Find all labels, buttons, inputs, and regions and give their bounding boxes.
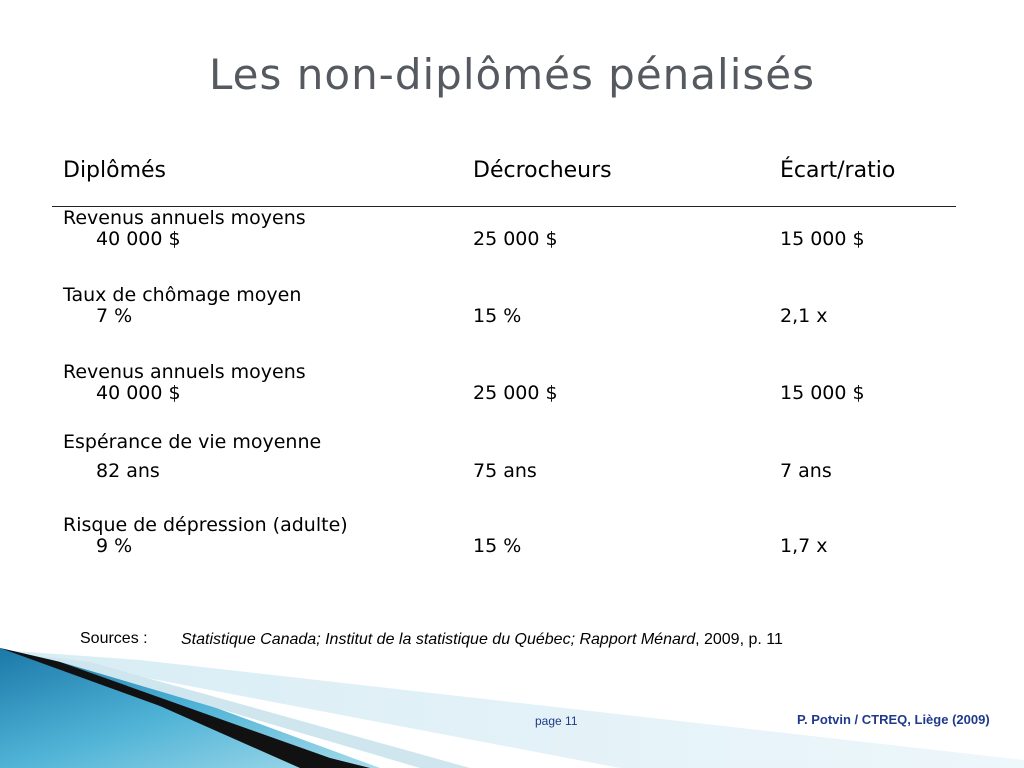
sources-text [181,630,861,649]
sources-italic: Statistique Canada; Institut de la statistique du Québec; Rapport Ménard [181,631,696,648]
row-value-ecart: 15 000 $ [780,382,865,404]
decorative-swoosh [0,640,1024,768]
row-value-ecart: 1,7 x [780,535,828,557]
row-value-ecart: 15 000 $ [780,228,865,250]
row-value-diplomes: 7 % [96,305,133,327]
row-label: Taux de chômage moyen [63,284,302,306]
row-value-decrocheurs: 75 ans [473,460,537,482]
row-value-ecart: 7 ans [780,460,832,482]
row-label: Revenus annuels moyens [63,207,306,229]
header-ecart-ratio: Écart/ratio [780,158,896,183]
table-row [0,514,1024,574]
page-number: page 11 [535,714,578,728]
row-label: Espérance de vie moyenne [63,431,322,453]
row-value-decrocheurs: 25 000 $ [473,228,558,250]
row-value-diplomes: 40 000 $ [96,228,181,250]
table-row [0,361,1024,421]
sources-plain: , 2009, p. 11 [695,631,783,648]
table-row [0,207,1024,267]
table-row [0,284,1024,344]
sources-label: Sources : [80,630,148,647]
row-label: Revenus annuels moyens [63,361,306,383]
row-value-ecart: 2,1 x [780,305,828,327]
header-decrocheurs: Décrocheurs [473,158,612,183]
author-credit: P. Potvin / CTREQ, Liège (2009) [797,712,990,727]
row-value-decrocheurs: 25 000 $ [473,382,558,404]
table-header [0,158,1024,188]
row-value-decrocheurs: 15 % [473,535,522,557]
row-label: Risque de dépression (adulte) [63,514,348,536]
row-value-diplomes: 82 ans [96,460,160,482]
row-value-decrocheurs: 15 % [473,305,522,327]
row-value-diplomes: 40 000 $ [96,382,181,404]
slide-title: Les non-diplômés pénalisés [209,50,815,99]
header-diplomes: Diplômés [63,158,167,183]
row-value-diplomes: 9 % [96,535,133,557]
table-row [0,431,1024,491]
